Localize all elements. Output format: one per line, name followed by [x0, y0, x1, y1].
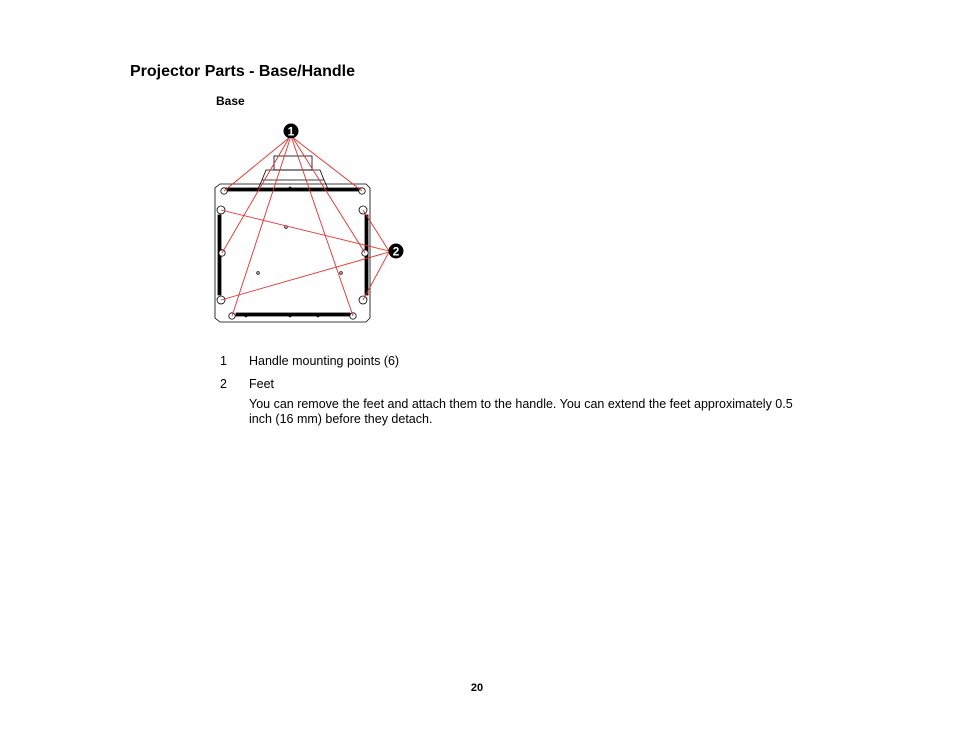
section-heading: Base: [216, 94, 245, 108]
legend-item-label: Handle mounting points (6): [249, 354, 400, 368]
legend-item-label: Feet: [249, 377, 275, 391]
callout-1-label: 1: [287, 124, 295, 139]
callout-1: [284, 124, 299, 139]
mounting-points: [219, 188, 368, 319]
parts-legend: [220, 354, 820, 427]
callout-2-label: 2: [392, 244, 400, 259]
legend-item-description: You can remove the feet and attach them to the handle. You can extend the feet approximately 0.5 inch (16 mm) before they detach.: [249, 397, 793, 426]
legend-item-number: 2: [220, 377, 227, 391]
callout-1-leaders: [222, 137, 365, 316]
page-title: Projector Parts - Base/Handle: [130, 63, 355, 80]
legend-item: [220, 377, 820, 392]
legend-item: [220, 354, 820, 369]
projector-base-diagram: [210, 118, 410, 328]
legend-item-number: 1: [220, 354, 227, 368]
callout-2: [389, 244, 404, 259]
page-number: 20: [470, 682, 484, 694]
